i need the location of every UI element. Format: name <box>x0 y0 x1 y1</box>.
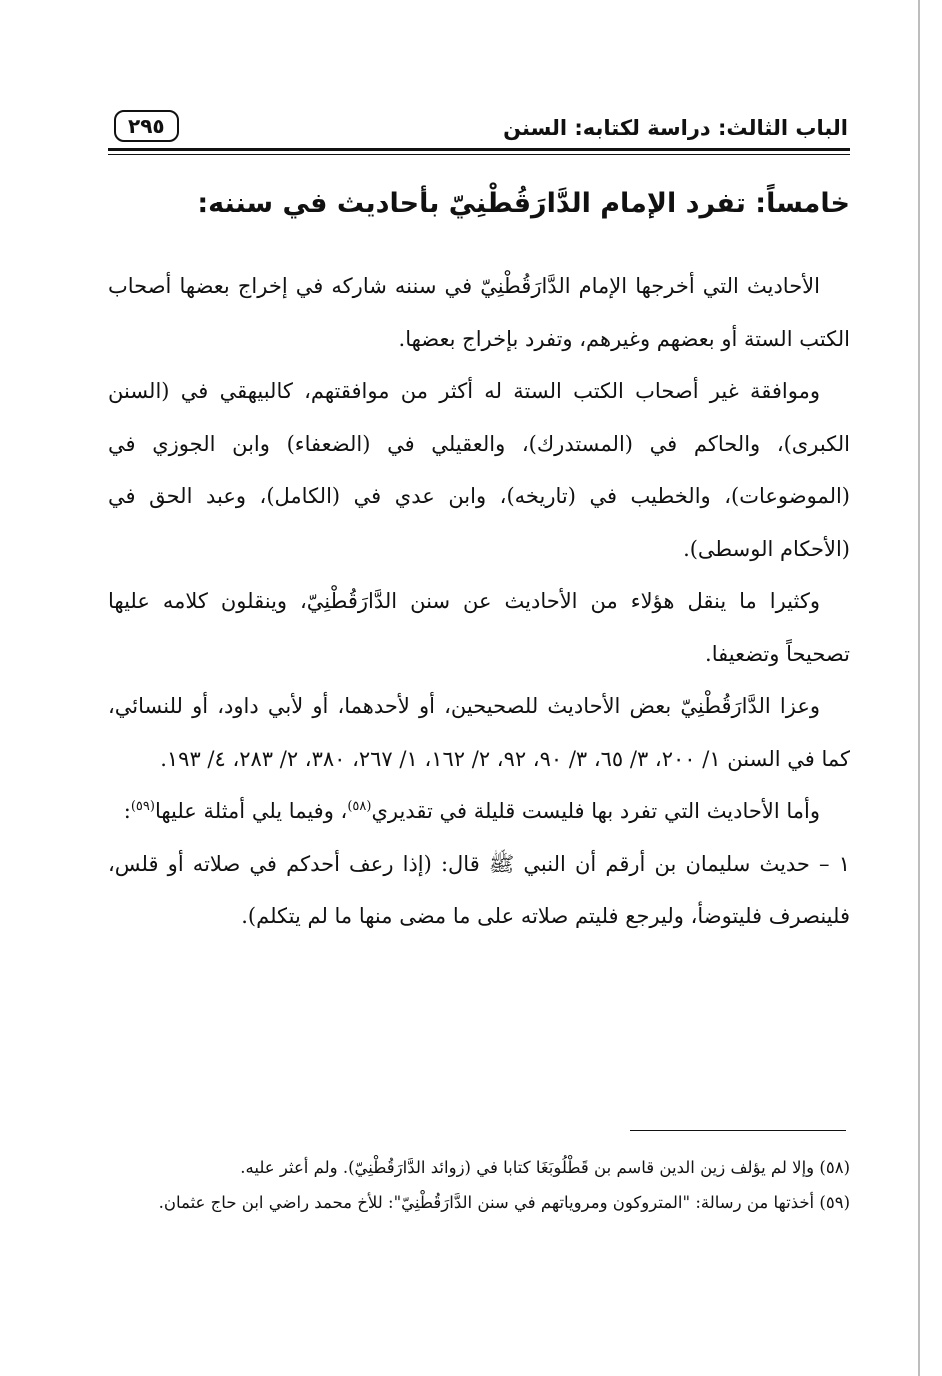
footnote-rule <box>630 1130 846 1131</box>
section-heading: خامساً: تفرد الإمام الدَّارَقُطْنِيّ بأحاديث في سننه: <box>197 188 850 219</box>
paragraph-text: ، وفيما يلي أمثلة عليها <box>154 799 348 823</box>
footnote: (٥٨) وإلا لم يؤلف زين الدين قاسم بن قَطْلُوبَغَا كتابا في (زوائد الدَّارَقُطْنِيّ). ولم أعثر عليه. <box>240 1158 850 1177</box>
paragraph: الأحاديث التي أخرجها الإمام الدَّارَقُطْنِيّ في سننه شاركه في إخراج بعضها أصحاب الكتب الستة أو بعضهم وغيرهم، وتفرد بإخراج بعضها. <box>108 274 850 351</box>
body-text <box>108 260 850 943</box>
paragraph: وعزا الدَّارَقُطْنِيّ بعض الأحاديث للصحيحين، أو لأحدهما، أو لأبي داود، أو للنسائي، كما في السنن ١/ ٢٠٠، ٣/ ٦٥، ٣/ ٩٠، ٩٢، ٢/ ١٦٢، ١/ ٢٦٧، ٣٨٠، ٢/ ٢٨٣، ٤/ ١٩٣. <box>108 694 850 771</box>
paragraph-text: : <box>123 799 131 823</box>
paragraph: وكثيرا ما ينقل هؤلاء من الأحاديث عن سنن الدَّارَقُطْنِيّ، وينقلون كلامه عليها تصحيحاً وتضعيفا. <box>108 589 850 666</box>
paragraph-with-footnotes <box>108 785 850 838</box>
footnote-ref[interactable]: (٥٩) <box>130 799 155 814</box>
page-header <box>108 110 848 150</box>
header-rule-thin <box>108 154 850 155</box>
footnotes <box>108 1150 850 1220</box>
paragraph-text: وأما الأحاديث التي تفرد بها فليست قليلة في تقديري <box>371 799 820 823</box>
footnote: (٥٩) أخذتها من رسالة: "المتروكون ومروياتهم في سنن الدَّارَقُطْنِيّ": للأخ محمد راضي ابن حاج عثمان. <box>158 1193 850 1212</box>
paragraph: وموافقة غير أصحاب الكتب الستة له أكثر من موافقتهم، كالبيهقي في (السنن الكبرى)، والحاكم في (المستدرك)، والعقيلي في (الضعفاء) وابن الجوزي في (الموضوعات)، والخطيب في (تاريخه)، وابن عدي في (الكامل)، وعبد الحق في (الأحكام الوسطى). <box>108 379 850 561</box>
example-hadith: ١ – حديث سليمان بن أرقم أن النبي ﷺ قال: (إذا رعف أحدكم في صلاته أو قلس، فلينصرف فليتوضأ، وليرجع فليتم صلاته على ما مضى منها ما لم يتكلم). <box>108 851 850 928</box>
header-rule <box>108 148 850 151</box>
page-edge-line <box>918 0 920 1376</box>
running-head: الباب الثالث: دراسة لكتابه: السنن <box>503 116 848 140</box>
footnote-ref[interactable]: (٥٨) <box>347 799 372 814</box>
page-number: ٢٩٥ <box>114 110 179 142</box>
